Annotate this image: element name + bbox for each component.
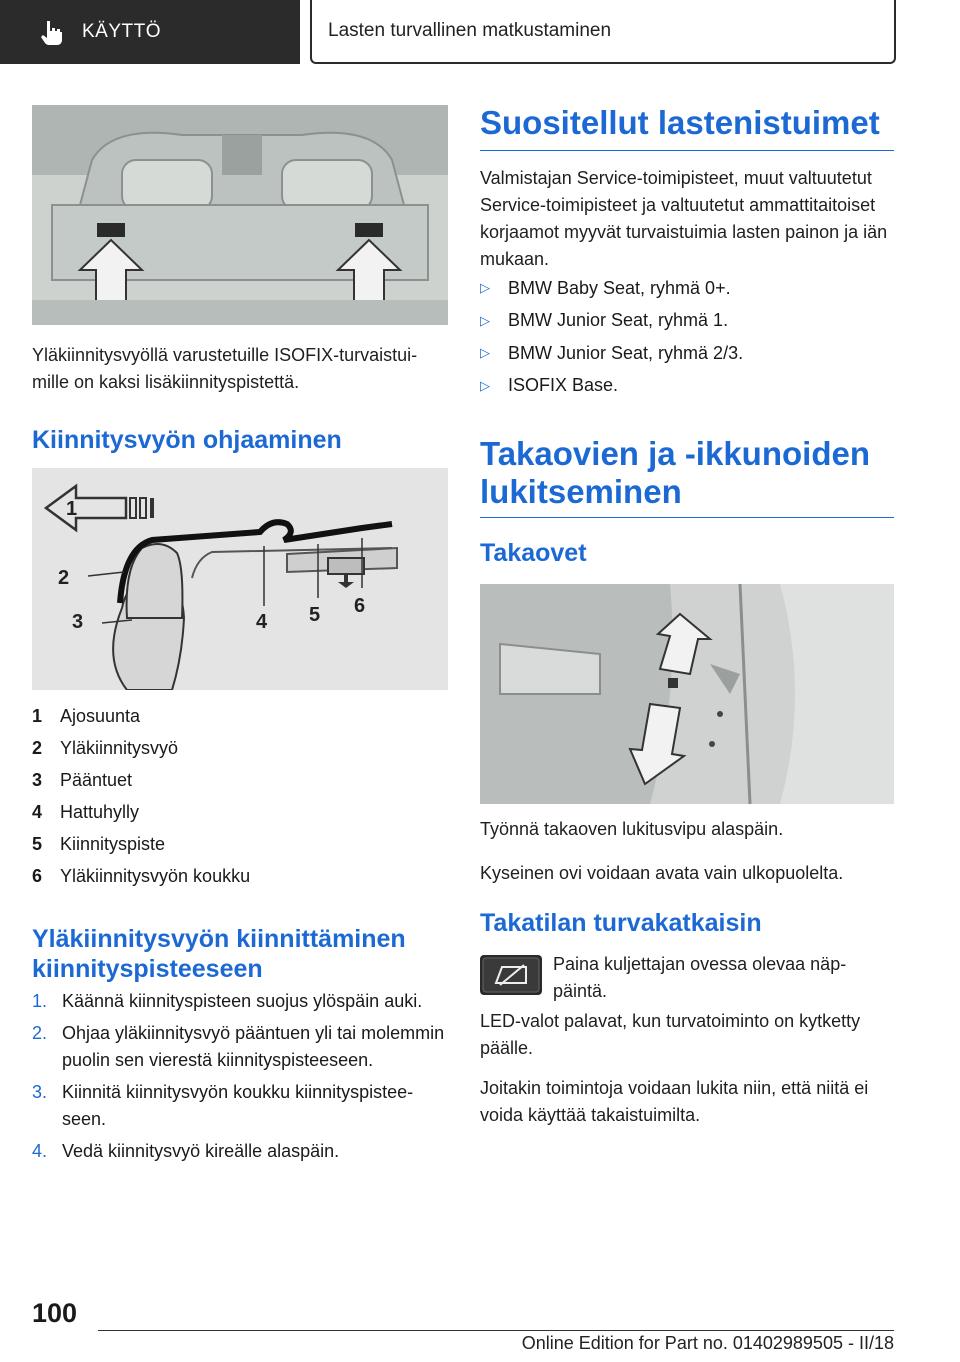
led-note: LED-valot palavat, kun turvatoiminto on kytketty päälle. bbox=[480, 1011, 861, 1058]
hand-pointer-icon bbox=[38, 18, 66, 46]
diagram-number-1: 1 bbox=[66, 498, 78, 520]
function-lock-note: Joitakin toimintoja voidaan lukita niin, että niitä ei voida käyttää takaistuimilta. bbox=[480, 1078, 869, 1125]
chapter-title: Lasten turvallinen matkustaminen bbox=[310, 0, 896, 64]
heading-attach-belt: Yläkiinnitysvyön kiinnittäminen kiinnityspisteeseen bbox=[32, 925, 406, 983]
step-item: 1. Käännä kiinnityspisteen suojus ylöspäin auki. bbox=[32, 991, 423, 1011]
edition-note: Online Edition for Part no. 01402989505 - II/18 bbox=[521, 1333, 894, 1353]
switch-instruction: Paina kuljettajan ovessa olevaa näppäintä. bbox=[553, 954, 847, 1001]
seat-list bbox=[480, 272, 894, 402]
heading-safety-switch: Takatilan turvakatkaisin bbox=[480, 909, 762, 937]
diagram-number-5: 5 bbox=[309, 604, 321, 626]
window-lock-icon bbox=[480, 955, 542, 995]
footer-divider bbox=[98, 1330, 894, 1331]
seats-intro: Valmistajan Service-toimipisteet, muut valtuutetut Service-toimipisteet ja valtuutetut ammattitaitoiset korjaamot myyvät turvaistuimia lasten painon ja iän mukaan. bbox=[480, 168, 888, 269]
section-tab[interactable] bbox=[0, 0, 300, 64]
page-number: 100 bbox=[32, 1298, 78, 1328]
heading-recommended-seats: Suositellut lastenistuimet bbox=[480, 104, 894, 151]
diagram-number-3: 3 bbox=[72, 611, 84, 633]
door-open-note: Kyseinen ovi voidaan avata vain ulkopuolelta. bbox=[480, 863, 844, 883]
heading-rear-locking: Takaovien ja -ikkunoiden lukitseminen bbox=[480, 435, 894, 518]
list-item: ▷ ISOFIX Base. bbox=[480, 375, 619, 396]
list-item: ▷ BMW Junior Seat, ryhmä 1. bbox=[480, 310, 729, 331]
rear-door-lock-photo bbox=[480, 584, 894, 804]
step-item: 4. Vedä kiinnitysvyö kireälle alaspäin. bbox=[32, 1141, 340, 1161]
isofix-caption: Yläkiinnitysvyöllä varustetuille ISOFIX-turvaistuimille on kaksi lisäkiinnityspistettä. bbox=[32, 345, 418, 392]
legend-item: 3 Pääntuet bbox=[32, 769, 133, 790]
safety-switch-button-image bbox=[480, 955, 542, 995]
step-item: 2. Ohjaa yläkiinnitysvyö pääntuen yli tai molemmin puolin sen vierestä kiinnityspisteeseen. bbox=[32, 1023, 445, 1070]
diagram-legend bbox=[32, 700, 446, 892]
legend-item: 1 Ajosuunta bbox=[32, 705, 141, 726]
heading-rear-doors: Takaovet bbox=[480, 539, 587, 567]
legend-item: 5 Kiinnityspiste bbox=[32, 833, 166, 854]
attach-steps bbox=[32, 988, 448, 1170]
step-item: 3. Kiinnitä kiinnitysvyön koukku kiinnityspisteeseen. bbox=[32, 1082, 414, 1129]
belt-routing-diagram bbox=[32, 468, 448, 690]
section-label: KÄYTTÖ bbox=[82, 21, 162, 42]
heading-belt-guide: Kiinnitysvyön ohjaaminen bbox=[32, 426, 342, 454]
diagram-number-6: 6 bbox=[354, 595, 366, 617]
legend-item: 4 Hattuhylly bbox=[32, 801, 140, 822]
legend-item: 6 Yläkiinnitysvyön koukku bbox=[32, 865, 251, 886]
list-item: ▷ BMW Junior Seat, ryhmä 2/3. bbox=[480, 342, 744, 363]
diagram-number-2: 2 bbox=[58, 567, 70, 589]
list-item: ▷ BMW Baby Seat, ryhmä 0+. bbox=[480, 277, 731, 298]
legend-item: 2 Yläkiinnitysvyö bbox=[32, 737, 179, 758]
door-lock-instruction: Työnnä takaoven lukitusvipu alaspäin. bbox=[480, 819, 784, 839]
diagram-number-4: 4 bbox=[256, 611, 268, 633]
isofix-anchor-photo bbox=[32, 105, 448, 325]
